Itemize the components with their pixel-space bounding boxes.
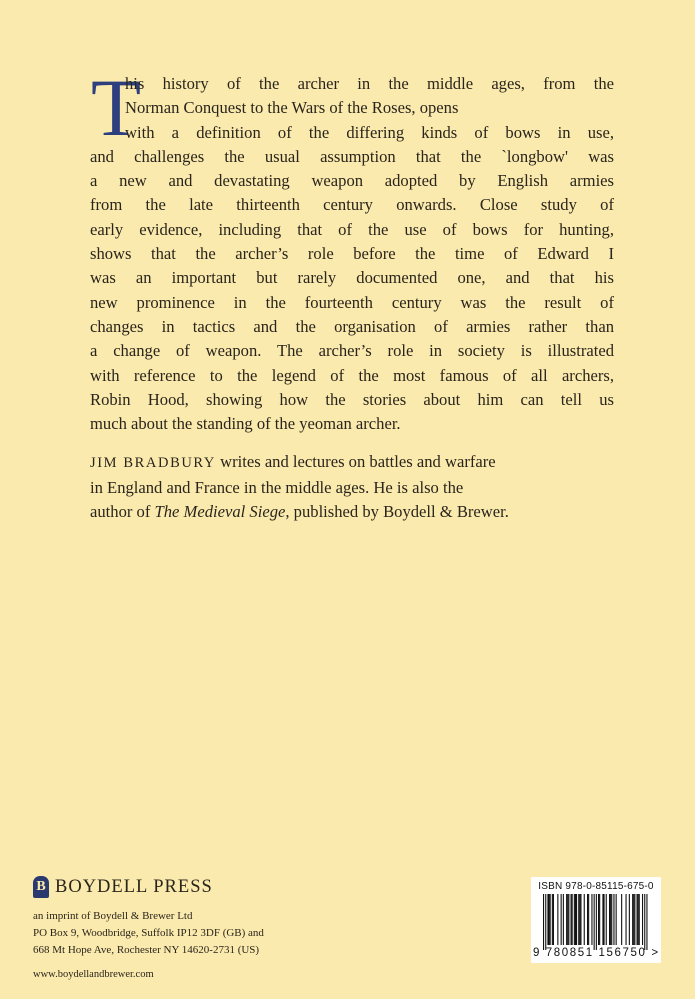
publisher-url: www.boydellandbrewer.com [33, 969, 154, 980]
blurb-line: his history of the archer in the middle ages, from the [125, 74, 614, 93]
barcode-bar [587, 894, 588, 945]
barcode-bar [596, 894, 597, 950]
barcode-digits [531, 947, 661, 961]
publisher-logo-row [33, 876, 353, 898]
barcode-digit-group: 9 780851 156750 > [533, 947, 660, 959]
barcode-bar [571, 894, 572, 945]
barcode-bar [568, 894, 569, 945]
barcode-bar [646, 894, 647, 950]
barcode-bar [611, 894, 612, 945]
barcode-bar [553, 894, 554, 945]
blurb-line: was an important but rarely documented one, and that his [90, 268, 614, 288]
author-text: , published by Boydell & Brewer. [285, 502, 509, 522]
barcode-bar [566, 894, 567, 945]
barcode-bar [639, 894, 640, 945]
barcode-bar [633, 894, 634, 945]
blurb-line: early evidence, including that of the use of bows for hunting, [90, 219, 614, 239]
blurb-line: shows that the archer’s role before the time of Edward I [90, 244, 614, 264]
author-text: in England and France in the middle ages. He is also the [90, 477, 464, 497]
barcode-bar [572, 894, 573, 945]
barcode-bar [632, 894, 633, 945]
barcode-bar [547, 894, 548, 945]
publisher-address-line: 668 Mt Hope Ave, Rochester NY 14620-2731 (US) [33, 944, 260, 956]
barcode-bar [644, 894, 645, 950]
barcode-bar [599, 894, 600, 945]
blurb-line: much about the standing of the yeoman archer. [90, 414, 401, 434]
blurb-line: Robin Hood, showing how the stories about him can tell us [90, 389, 614, 409]
barcode-bar [594, 894, 595, 950]
isbn-barcode [531, 877, 661, 963]
barcode-bar [550, 894, 551, 945]
blurb-line: from the late thirteenth century onwards. Close study of [90, 195, 614, 215]
author-text: writes and lectures on battles and warfare [215, 452, 496, 472]
description-paragraph [90, 62, 614, 436]
barcode-bar [576, 894, 577, 945]
blurb-line: with reference to the legend of the most famous of all archers, [90, 365, 614, 385]
author-name: JIM BRADBURY [90, 455, 216, 472]
barcode-bar [563, 894, 564, 945]
barcode-bar [629, 894, 630, 945]
barcode-bar [552, 894, 553, 945]
author-text: author of [90, 502, 155, 522]
author-paragraph [90, 450, 614, 524]
book-title: The Medieval Siege [154, 502, 286, 522]
barcode-bar [574, 894, 575, 945]
barcode-bar [604, 894, 605, 945]
barcode-bar [626, 894, 627, 945]
blurb-line: new prominence in the fourteenth century was the result of [90, 292, 614, 312]
blurb-line: with a definition of the differing kinds of bows in use, [125, 122, 614, 142]
publisher-address [33, 908, 353, 959]
barcode-bar [545, 894, 546, 950]
blurb-line: Norman Conquest to the Wars of the Roses, opens [125, 98, 459, 118]
barcode-bar [588, 894, 589, 945]
publisher-name: BOYDELL PRESS [55, 876, 213, 897]
barcode-bar [584, 894, 585, 945]
barcode-bar [602, 894, 603, 945]
blurb-line: a new and devastating weapon adopted by English armies [90, 171, 614, 191]
barcode-bar [609, 894, 610, 945]
dropcap-letter: T [91, 62, 142, 153]
barcode-bar [606, 894, 607, 945]
blurb-line: a change of weapon. The archer’s role in society is illustrated [90, 341, 614, 361]
publisher-address-line: an imprint of Boydell & Brewer Ltd [33, 910, 193, 922]
blurb-line: changes in tactics and the organisation of armies rather than [90, 316, 614, 336]
barcode-bar [575, 894, 576, 945]
blurb-line: and challenges the usual assumption that the `longbow' was [90, 146, 614, 166]
publisher-address-line: PO Box 9, Woodbridge, Suffolk IP12 3DF (GB) and [33, 927, 264, 939]
publisher-block [33, 876, 353, 980]
barcode-bar [621, 894, 622, 945]
barcode-bar [591, 894, 592, 945]
barcode-bar [557, 894, 558, 945]
back-cover-blurb [90, 62, 614, 524]
barcode-bar [613, 894, 614, 945]
barcode-bar [634, 894, 635, 945]
barcode-bar [642, 894, 643, 945]
barcode-bar [579, 894, 580, 945]
barcode-bar [549, 894, 550, 945]
isbn-text: ISBN 978-0-85115-675-0 [538, 881, 654, 892]
barcode-bar [637, 894, 638, 945]
barcode-bar [638, 894, 639, 945]
barcode-bar [610, 894, 611, 945]
barcode-bar [578, 894, 579, 945]
barcode-bar [561, 894, 562, 945]
barcode-bar [567, 894, 568, 945]
boydell-logo-icon: B [33, 876, 49, 898]
barcode-bar [543, 894, 544, 950]
barcode-bar [580, 894, 581, 945]
barcode-bar [598, 894, 599, 945]
barcode-bar [616, 894, 617, 945]
